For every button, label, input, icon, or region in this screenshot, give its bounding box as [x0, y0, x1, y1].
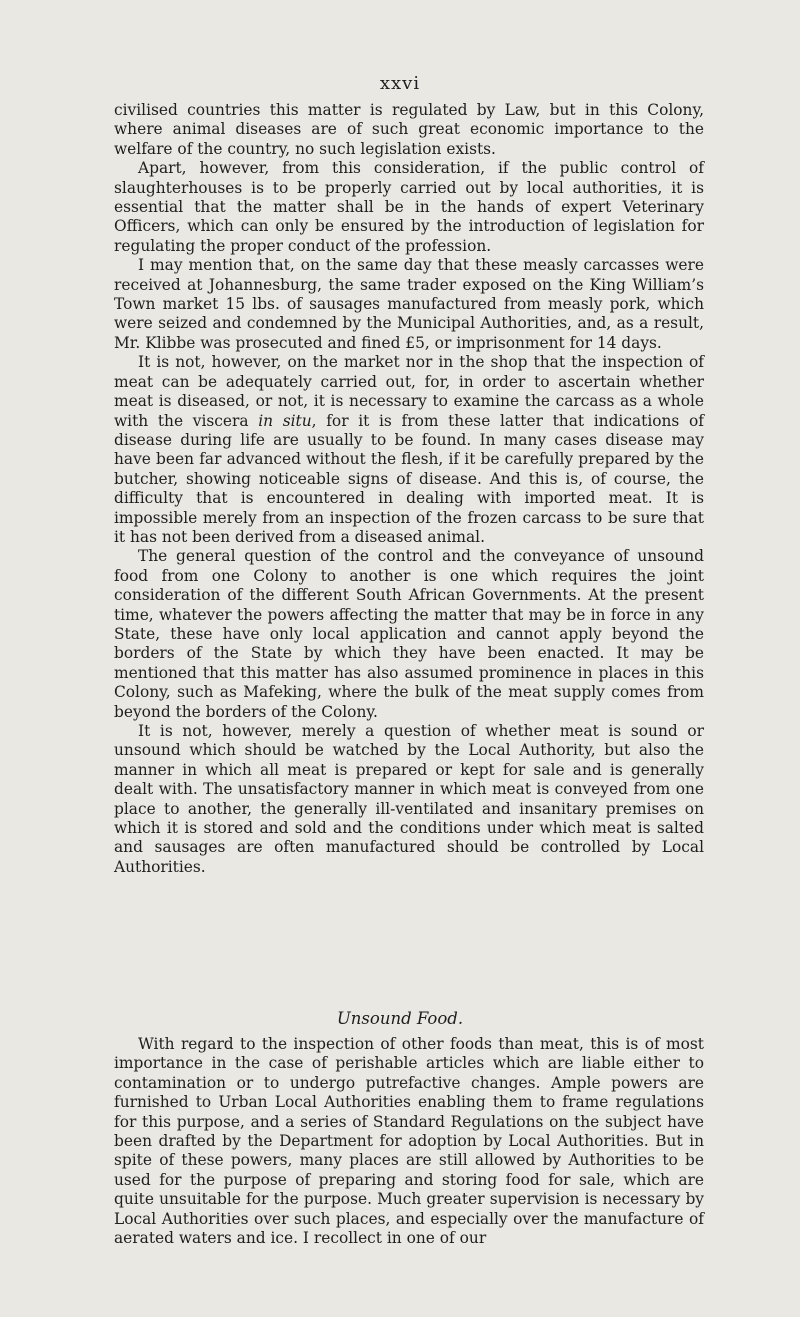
inspection-text-before: It is not, however, on the market nor in the shop that the inspection of meat can be adequately carried out, for, in order to ascertain whether meat is diseased, or not, it is necessary to examine the carcass as a whole with the viscera — [114, 353, 704, 430]
paragraph-conveyance: The general question of the control and the conveyance of unsound food from one Colony to another is one which requires the joint consideration of the different South African Governments. At the present time, whatever the powers affecting the matter that may be in force in any State, these have only local application and cannot apply beyond the borders of the State by which they have been enacted. It may be mentioned that this matter has also assumed prominence in places in this Colony, such as Mafeking, where the bulk of the meat supply comes from beyond the borders of the Colony. — [114, 547, 704, 721]
body-text-lower — [114, 1035, 704, 1248]
paragraph-sausages: I may mention that, on the same day that these measly carcasses were received at Johannesburg, the same trader exposed on the King William’s Town market 15 lbs. of sausages manufactured from measly pork, which were seized and condemned by the Municipal Authorities, and, as a result, Mr. Klibbe was prosecuted and fined £5, or imprisonment for 14 days. — [114, 256, 704, 352]
paragraph-continuation: civilised countries this matter is regulated by Law, but in this Colony, where animal diseases are of such great economic importance to the welfare of the country, no such legislation exists. — [114, 101, 704, 158]
paragraph-veterinary: Apart, however, from this consideration, if the public control of slaughterhouses is to be properly carried out by local authorities, it is essential that the matter shall be in the hands of expert Veterinary Officers, which can only be ensured by the introduction of legislation for regulating the proper conduct of the profession. — [114, 159, 704, 255]
inspection-text-italic: in situ — [258, 411, 312, 430]
section-heading: Unsound Food. — [336, 1009, 464, 1028]
paragraph-handling: It is not, however, merely a question of whether meat is sound or unsound which should be watched by the Local Authority, but also the manner in which all meat is prepared or kept for sale and is generally dealt with. The unsatisfactory manner in which meat is conveyed from one place to another, the generally ill-ventilated and insanitary premises on which it is stored and sold and the conditions under which meat is salted and sausages are often manufactured should be controlled by Local Authorities. — [114, 722, 704, 876]
body-text-upper — [114, 101, 704, 877]
paragraph-inspection — [114, 353, 704, 547]
inspection-text-after: , for it is from these latter that indications of disease during life are usually to be found. In many cases disease may have been far advanced without the flesh, if it be carefully prepared by the butcher, showing noticeable signs of disease. And this is, of course, the difficulty that is encountered in dealing with imported meat. It is impossible merely from an inspection of the frozen carcass to be sure that it has not been derived from a diseased animal. — [114, 411, 704, 546]
paragraph-other-foods: With regard to the inspection of other foods than meat, this is of most importance in the case of perishable articles which are liable either to contamination or to undergo putrefactive changes. Ample powers are furnished to Urban Local Authorities enabling them to frame regulations for this purpose, and a series of Standard Regulations on the subject have been drafted by the Department for adoption by Local Authorities. But in spite of these powers, many places are still allowed by Authorities to be used for the purpose of preparing and storing food for sale, which are quite unsuitable for the purpose. Much greater supervision is necessary by Local Authorities over such places, and especially over the manufacture of aerated waters and ice. I recollect in one of our — [114, 1035, 704, 1248]
page-number: xxvi — [379, 73, 421, 94]
